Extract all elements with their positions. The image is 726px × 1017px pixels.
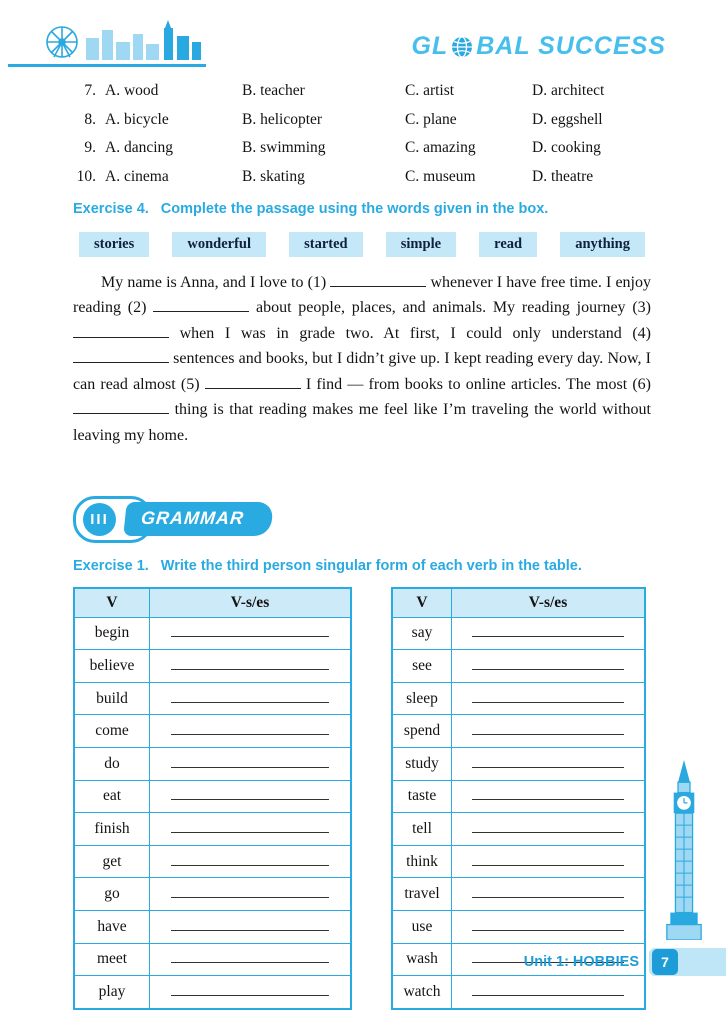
- answer-line: [171, 626, 329, 637]
- verb-row: [74, 878, 351, 911]
- header-divider: [8, 64, 206, 67]
- answer-option: C. museum: [405, 167, 476, 185]
- table-header-row: [392, 588, 645, 618]
- verb-label: see: [392, 650, 452, 683]
- verb-label: travel: [392, 878, 452, 911]
- exercise1-instruction: Write the third person singular form of each verb in the table.: [160, 557, 582, 574]
- answer-cell: [452, 878, 646, 911]
- answer-option: D. architect: [532, 82, 605, 99]
- grammar-section-badge: [73, 496, 272, 543]
- word-chip: stories: [79, 232, 149, 257]
- answer-line: [171, 952, 329, 963]
- verb-label: do: [74, 748, 150, 781]
- answer-line: [171, 692, 329, 703]
- verb-row: [392, 976, 645, 1009]
- answer-cell: [452, 682, 646, 715]
- answer-line: [472, 692, 624, 703]
- exercise1-heading: [73, 558, 651, 574]
- answer-cell: [150, 617, 352, 650]
- answer-option: A. bicycle: [105, 110, 169, 128]
- exercise4-label: Exercise 4.: [73, 200, 149, 217]
- answer-line: [472, 789, 624, 800]
- answer-option: A. dancing: [105, 139, 174, 156]
- mcq-row: [73, 168, 651, 186]
- verb-row: [392, 715, 645, 748]
- answer-option: B. skating: [242, 167, 305, 185]
- answer-option: A. wood: [105, 82, 159, 99]
- logo-text-left: GL: [411, 32, 449, 60]
- fill-blank: [73, 401, 169, 414]
- verb-row: [74, 976, 351, 1009]
- answer-option: D. theatre: [532, 167, 594, 185]
- table-header-row: [74, 588, 351, 618]
- answer-line: [472, 855, 624, 866]
- verb-row: [392, 617, 645, 650]
- fill-blank: [153, 299, 249, 312]
- question-number: 10.: [76, 167, 96, 185]
- verb-row: [74, 813, 351, 846]
- fill-blank: [73, 350, 169, 363]
- answer-line: [472, 757, 624, 768]
- verb-label: taste: [392, 780, 452, 813]
- answer-line: [171, 724, 329, 735]
- verb-row: [74, 845, 351, 878]
- column-header-form: V-s/es: [150, 588, 352, 618]
- answer-cell: [452, 911, 646, 944]
- answer-option: D. cooking: [532, 139, 601, 156]
- verb-row: [74, 748, 351, 781]
- verb-table-left-body: [74, 617, 351, 1009]
- verb-row: [74, 682, 351, 715]
- passage: My name is Anna, and I love to (1) whenever I have free time. I enjoy reading (2) about people, places, and animals. My reading journey (3) when I was in grade two. At first, I could only understand (4) sentences and books, but I didn’t give up. I kept reading every day. Now, I can read almost (5) I find — from books to online articles. The most (6) thing is that reading makes me feel like I’m traveling the world without leaving my home.: [73, 273, 652, 445]
- verb-table-left: [73, 587, 352, 1010]
- mcq-list: [73, 82, 651, 186]
- answer-line: [472, 626, 624, 637]
- verb-label: begin: [74, 617, 150, 650]
- column-header-form: V-s/es: [452, 588, 646, 618]
- verb-table-right: [391, 587, 646, 1010]
- answer-cell: [150, 976, 352, 1009]
- question-number: 9.: [84, 139, 96, 156]
- section-numeral: III: [83, 503, 116, 536]
- page-footer: [524, 948, 726, 976]
- verb-row: [392, 813, 645, 846]
- verb-label: get: [74, 845, 150, 878]
- verb-label: build: [74, 682, 150, 715]
- verb-label: have: [74, 911, 150, 944]
- answer-cell: [150, 813, 352, 846]
- answer-line: [171, 659, 329, 670]
- answer-cell: [452, 715, 646, 748]
- word-chip: simple: [386, 232, 456, 257]
- answer-option: B. helicopter: [242, 110, 323, 128]
- verb-row: [392, 845, 645, 878]
- answer-cell: [150, 943, 352, 976]
- verb-row: [392, 878, 645, 911]
- verb-row: [74, 780, 351, 813]
- page-number-band: [649, 948, 726, 976]
- verb-label: finish: [74, 813, 150, 846]
- answer-cell: [452, 976, 646, 1009]
- answer-cell: [452, 650, 646, 683]
- verb-label: use: [392, 911, 452, 944]
- answer-option: C. amazing: [405, 139, 476, 156]
- verb-label: believe: [74, 650, 150, 683]
- page-number: 7: [652, 949, 678, 975]
- verb-label: play: [74, 976, 150, 1009]
- verb-row: [392, 650, 645, 683]
- verb-row: [74, 617, 351, 650]
- answer-line: [472, 985, 624, 996]
- verb-label: eat: [74, 780, 150, 813]
- cityscape-graphic: [40, 20, 205, 67]
- globe-icon: [451, 36, 473, 58]
- answer-line: [171, 920, 329, 931]
- question-number: 8.: [84, 110, 96, 128]
- verb-label: meet: [74, 943, 150, 976]
- exercise1-label: Exercise 1.: [73, 557, 149, 574]
- verb-row: [392, 911, 645, 944]
- question-number: 7.: [84, 82, 96, 99]
- answer-option: C. plane: [405, 110, 457, 128]
- column-header-verb: V: [392, 588, 452, 618]
- mcq-row: [73, 82, 651, 100]
- answer-line: [472, 887, 624, 898]
- mcq-row: [73, 139, 651, 157]
- verb-label: think: [392, 845, 452, 878]
- verb-label: sleep: [392, 682, 452, 715]
- answer-option: B. teacher: [242, 82, 305, 99]
- answer-line: [171, 887, 329, 898]
- fill-blank: [330, 274, 426, 287]
- word-chip: anything: [560, 232, 645, 257]
- word-chip: read: [479, 232, 537, 257]
- answer-cell: [452, 780, 646, 813]
- answer-line: [171, 789, 329, 800]
- verb-row: [74, 650, 351, 683]
- answer-cell: [150, 650, 352, 683]
- answer-cell: [150, 878, 352, 911]
- verb-row: [392, 780, 645, 813]
- answer-cell: [150, 682, 352, 715]
- word-chip: started: [289, 232, 363, 257]
- verb-label: say: [392, 617, 452, 650]
- answer-line: [472, 659, 624, 670]
- answer-line: [472, 920, 624, 931]
- column-header-verb: V: [74, 588, 150, 618]
- verb-label: spend: [392, 715, 452, 748]
- verb-row: [392, 748, 645, 781]
- answer-line: [171, 822, 329, 833]
- verb-label: go: [74, 878, 150, 911]
- answer-cell: [150, 748, 352, 781]
- answer-line: [171, 757, 329, 768]
- global-success-logo: [412, 32, 666, 61]
- exercise4-instruction: Complete the passage using the words given in the box.: [160, 200, 549, 217]
- mcq-row: [73, 111, 651, 129]
- verb-label: watch: [392, 976, 452, 1009]
- answer-option: A. cinema: [105, 167, 169, 185]
- verb-label: study: [392, 748, 452, 781]
- answer-line: [472, 822, 624, 833]
- answer-cell: [150, 715, 352, 748]
- answer-option: D. eggshell: [532, 110, 603, 128]
- answer-cell: [150, 911, 352, 944]
- verb-row: [74, 911, 351, 944]
- verb-label: come: [74, 715, 150, 748]
- verb-label: wash: [392, 943, 452, 976]
- answer-cell: [150, 780, 352, 813]
- grammar-section-title: GRAMMAR: [123, 502, 274, 536]
- verb-row: [392, 682, 645, 715]
- answer-line: [171, 855, 329, 866]
- verb-tables: [73, 587, 651, 1010]
- page-content: [73, 82, 651, 1010]
- unit-label: Unit 1: HOBBIES: [523, 954, 639, 970]
- answer-cell: [452, 813, 646, 846]
- answer-line: [171, 985, 329, 996]
- fill-blank: [205, 376, 301, 389]
- logo-text-right: BAL SUCCESS: [476, 32, 666, 60]
- word-chip: wonderful: [172, 232, 266, 257]
- exercise4-heading: [73, 201, 651, 217]
- verb-label: tell: [392, 813, 452, 846]
- answer-line: [472, 724, 624, 735]
- answer-option: C. artist: [405, 82, 455, 99]
- answer-cell: [452, 748, 646, 781]
- word-box: [79, 232, 645, 257]
- answer-cell: [452, 617, 646, 650]
- verb-row: [74, 943, 351, 976]
- verb-row: [74, 715, 351, 748]
- clock-tower-graphic: [658, 760, 710, 945]
- fill-blank: [73, 325, 169, 338]
- answer-cell: [150, 845, 352, 878]
- answer-cell: [452, 845, 646, 878]
- answer-option: B. swimming: [242, 139, 326, 156]
